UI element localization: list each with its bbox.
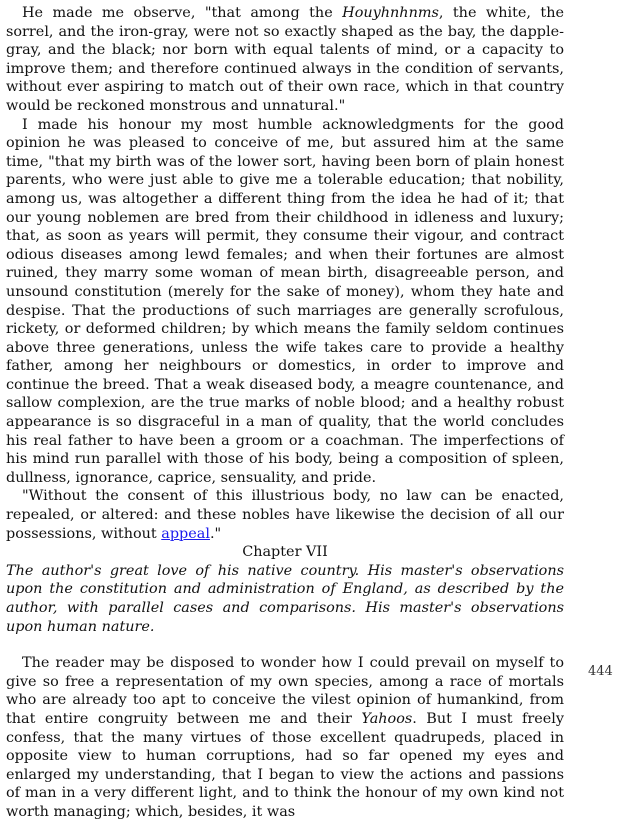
yahoos-term: Yahoos [361, 710, 413, 727]
page-number: 444 [588, 664, 613, 679]
book-page [6, 4, 564, 822]
paragraph-nobility: I made his honour my most humble acknowledgments for the good opinion he was pleased to conceive of me, but assured him at the same time, "that my birth was of the lower sort, having been born of plain honest parents, who were just able to give me a tolerable education; that nobility, among us, was altogether a different thing from the idea he had of it; that our young noblemen are bred from their childhood in idleness and luxury; that, as soon as years will permit, they consume their vigour, and contract odious diseases among lewd females; and when their fortunes are almost ruined, they marry some woman of mean birth, disagreeable person, and unsound constitution (merely for the sake of money), whom they hate and despise. That the productions of such marriages are generally scrofulous, rickety, or deformed children; by which means the family seldom continues above three generations, unless the wife takes care to provide a healthy father, among her neighbours or domestics, in order to improve and continue the breed. That a weak diseased body, a meagre countenance, and sallow complexion, are the true marks of noble blood; and a healthy robust appearance is so disgraceful in a man of quality, that the world concludes his real father to have been a groom or a coachman. The imperfections of his mind run parallel with those of his body, being a composition of spleen, dullness, ignorance, caprice, sensuality, and pride. [6, 116, 564, 486]
chapter-summary: The author's great love of his native country. His master's observations upon the constitution and administration of England, as described by the author, with parallel cases and comparisons. His master's observations upon human nature. [6, 562, 564, 635]
paragraph-reader-wonder: The reader may be disposed to wonder how I could prevail on myself to give so free a representation of my own species, among a race of mortals who are already too apt to conceive the vilest opinion of humankind, from that entire congruity between me and their Yahoos. But I must freely confess, that the many virtues of those excellent quadrupeds, placed in opposite view to human corruptions, had so far opened my eyes and enlarged my understanding, that I began to view the actions and passions of man in a very different light, and to think the honour of my own kind not worth managing; which, besides, it was [6, 655, 564, 820]
houyhnhnms-term: Houyhnhnms [342, 5, 439, 21]
paragraph-houyhnhnms-colors: He made me observe, "that among the Houyhnhnms, the white, the sorrel, and the iron-gray, were not so exactly shaped as the bay, the dapple-gray, and the black; nor born with equal talents of mind, or a capacity to improve them; and therefore continued always in the condition of servants, without ever aspiring to match out of their own race, which in that country would be reckoned monstrous and unnatural." [6, 5, 564, 114]
paragraph-illustrious-body: "Without the consent of this illustrious body, no law can be enacted, repealed, or altered: and these nobles have likewise the decision of all our possessions, without appeal." [6, 488, 564, 542]
chapter-heading: Chapter VII [242, 544, 328, 561]
appeal-link[interactable]: appeal [161, 525, 210, 542]
